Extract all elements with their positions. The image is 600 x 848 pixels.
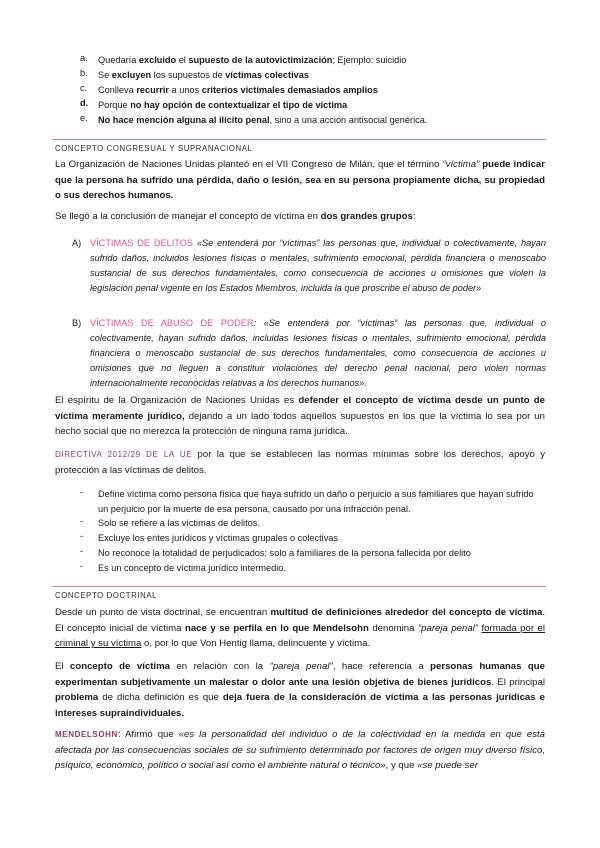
section-heading-doctrinal: CONCEPTO DOCTRINAL xyxy=(55,591,158,600)
doctrinal-paragraph-1: Desde un punto de vista doctrinal, se encuentran multitud de definiciones alrededor del concepto de víctima. El concepto inicial de víctima nace y se perfila en lo que Mendelsohn denomina “pareja penal” formada por el criminal y su víctima o, por lo que Von Hentig llama, delincuente y víctima. xyxy=(55,607,546,649)
list-item: Define víctima como persona física que haya sufrido un daño o perjuicio a sus familiares que hayan sufrido un perjuicio por la muerte de esa persona, causado por una infracción penal. xyxy=(98,489,534,514)
spirit-paragraph: El espíritu de la Organización de Naciones Unidas es defender el concepto de víctima desde un punto de víctima meramente jurídico, dejando a un lado todos aquellos supuestos en los que la víctima lo sea por un hecho social que no merezca la protección de ninguna rama jurídica. xyxy=(55,395,545,437)
section-divider xyxy=(52,139,546,140)
list-item-d: Porque no hay opción de contextualizar el tipo de víctima xyxy=(98,100,348,110)
group-b-definition: VÍCTIMAS DE ABUSO DE PODER: «Se entenderá por “víctimas” las personas que, individual o colectivamente, hayan sufrido daños, incluidas lesiones físicas o mentales, sufrimiento emocional, pérdida financiera o menoscabo sustancial de sus derechos fundamentales, como consecuencia de acciones u omisiones que no lleguen a constituir violaciones del derecho penal nacional, pero violen normas internacionalmente reconocidas relativas a los derechos humanos». xyxy=(90,318,546,388)
group-a-title: VÍCTIMAS DE DELITOS xyxy=(90,238,194,248)
list-item-b: Se excluyen los supuestos de víctimas colectivas xyxy=(98,70,309,80)
group-a-definition: VÍCTIMAS DE DELITOS «Se entenderá por “víctimas” las personas que, individual o colectivamente, hayan sufrido daños, incluidos lesiones físicas o mentales, sufrimiento emocional, pérdida financiera o menoscabo sustancial de sus derechos fundamentales, como consecuencia de acciones u omisiones que violen la legislación penal vigente en los Estados Miembros, incluida la que proscribe el abuso de poder» xyxy=(90,238,546,293)
group-a-marker: A) xyxy=(72,238,82,248)
section-divider xyxy=(52,586,546,587)
list-marker: d. xyxy=(80,98,89,108)
list-marker: e. xyxy=(80,113,88,123)
section-heading-congresual: CONCEPTO CONGRESUAL Y SUPRANACIONAL xyxy=(55,144,253,153)
list-item-e: No hace mención alguna al ilícito penal, sino a una acción antisocial genérica. xyxy=(98,115,428,125)
document-page: a. Quedaría excluido el supuesto de la autovictimización; Ejemplo: suicidio b. Se excluyen los supuestos de víctimas colectivas c. Conlleva recurrir a unos criterios victimales demasiados amplios d. Porque no hay opción de contextualizar el tipo de víctima e. No hace mención alguna al ilícito penal, sino a una acción antisocial genérica. CONCEPTO CONGRESUAL Y SUPRANACIONAL La Organización de Naciones Unidas planteó en el VII Congreso de Milán, que el término “víctima” puede indicar que la persona ha sufrido una pérdida, daño o lesión, sea en su persona propiamente dicha, su propiedad o sus derechos humanos. Se llegó a la conclusión de manejar el concepto de víctima en dos grandes grupos: A) VÍCTIMAS DE DELITOS «Se entenderá por “víctimas” las personas que, individual o colectivamente, hayan sufrido daños, incluidos lesiones físicas o mentales, sufrimiento emocional, pérdida financiera o menoscabo sustancial de sus derechos fundamentales, como consecuencia de acciones u omisiones que violen la legislación penal vigente en los Estados Miembros, incluida la que proscribe el abuso de poder» B) VÍCTIMAS DE ABUSO DE PODER: «Se entenderá por “víctimas” las personas que, individual o colectivamente, hayan sufrido daños, incluidas lesiones físicas o mentales, sufrimiento emocional, pérdida financiera o menoscabo sustancial de sus derechos fundamentales, como consecuencia de acciones u omisiones que no lleguen a constituir violaciones del derecho penal nacional, pero violen normas internacionalmente reconocidas relativas a los derechos humanos». El espíritu de la Organización de Naciones Unidas es defender el concepto de víctima desde un punto de víctima meramente jurídico, dejando a un lado todos aquellos supuestos en los que la víctima lo sea por un hecho social que no merezca la protección de ninguna rama jurídica. DIRECTIVA 2012/29 DE LA UE por la que se establecen las normas mínimas sobre los derechos, apoyo y protección a las víctimas de delitos. - Define víctima como persona física que haya sufrido un daño o perjuicio a sus familiares que hayan sufrido un perjuicio por la muerte de esa persona, causado por una infracción penal. - Solo se refiere a las víctimas de delitos. - Excluye los entes jurídicos y víctimas grupales o colectivas - No reconoce la totalidad de perjudicados; solo a familiares de la persona fallecida por delito - Es un concepto de víctima jurídico intermedio. CONCEPTO DOCTRINAL Desde un punto de vista doctrinal, se encuentran multitud de definiciones alrededor del concepto de víctima. El concepto inicial de víctima nace y se perfila en lo que Mendelsohn denomina “pareja penal” formada por el criminal y su víctima o, por lo que Von Hentig llama, delincuente y víctima. El concepto de víctima en relación con la “pareja penal”, hace referencia a personas humanas que experimentan subjetivamente un malestar o dolor ante una lesión objetiva de bienes jurídicos. El principal problema de dicha definición es que deja fuera de la consideración de víctima a las personas jurídicas e intereses supraindividuales. MENDELSOHN: Afirmó que «es la personalidad del individuo o de la colectividad en la medida en que está afectada por las consecuencias sociales de su sufrimiento determinado por factores de origen muy diverso físico, psíquico, económico, político o social así como el ambiente natural o técnico», y que «se puede ser xyxy=(0,0,600,848)
list-item-a: Quedaría excluido el supuesto de la autovictimización; Ejemplo: suicidio xyxy=(98,55,407,65)
directive-paragraph: DIRECTIVA 2012/29 DE LA UE por la que se establecen las normas mínimas sobre los derechos, apoyo y protección a las víctimas de delitos. xyxy=(55,449,545,476)
mendelsohn-label: MENDELSOHN xyxy=(55,730,118,739)
group-b-marker: B) xyxy=(72,318,82,328)
group-b-title: VÍCTIMAS DE ABUSO DE PODER xyxy=(90,318,254,328)
list-item: Excluye los entes jurídicos y víctimas grupales o colectivas xyxy=(98,533,338,543)
doctrinal-paragraph-2: El concepto de víctima en relación con la “pareja penal”, hace referencia a personas humanas que experimentan subjetivamente un malestar o dolor ante una lesión objetiva de bienes jurídicos. El principal problema de dicha definición es que deja fuera de la consideración de víctima a las personas jurídicas e intereses supraindividuales. xyxy=(55,661,545,719)
directive-label: DIRECTIVA 2012/29 DE LA UE xyxy=(55,450,193,459)
list-item: Es un concepto de víctima jurídico intermedio. xyxy=(98,563,286,573)
mendelsohn-paragraph: MENDELSOHN: Afirmó que «es la personalidad del individuo o de la colectividad en la medida en que está afectada por las consecuencias sociales de su sufrimiento determinado por factores de origen muy diverso físico, psíquico, económico, político o social así como el ambiente natural o técnico», y que «se puede ser xyxy=(55,729,545,771)
groups-paragraph: Se llegó a la conclusión de manejar el concepto de víctima en dos grandes grupos: xyxy=(55,211,416,222)
intro-paragraph: La Organización de Naciones Unidas planteó en el VII Congreso de Milán, que el término “víctima” puede indicar que la persona ha sufrido una pérdida, daño o lesión, sea en su persona propiamente dicha, su propiedad o sus derechos humanos. xyxy=(55,159,545,201)
list-marker: c. xyxy=(80,83,88,93)
list-item: Solo se refiere a las víctimas de delitos. xyxy=(98,518,260,528)
list-marker: b. xyxy=(80,68,88,78)
list-item-c: Conlleva recurrir a unos criterios victimales demasiados amplios xyxy=(98,85,378,95)
list-marker: a. xyxy=(80,53,88,63)
list-item: No reconoce la totalidad de perjudicados; solo a familiares de la persona fallecida por delito xyxy=(98,548,471,558)
